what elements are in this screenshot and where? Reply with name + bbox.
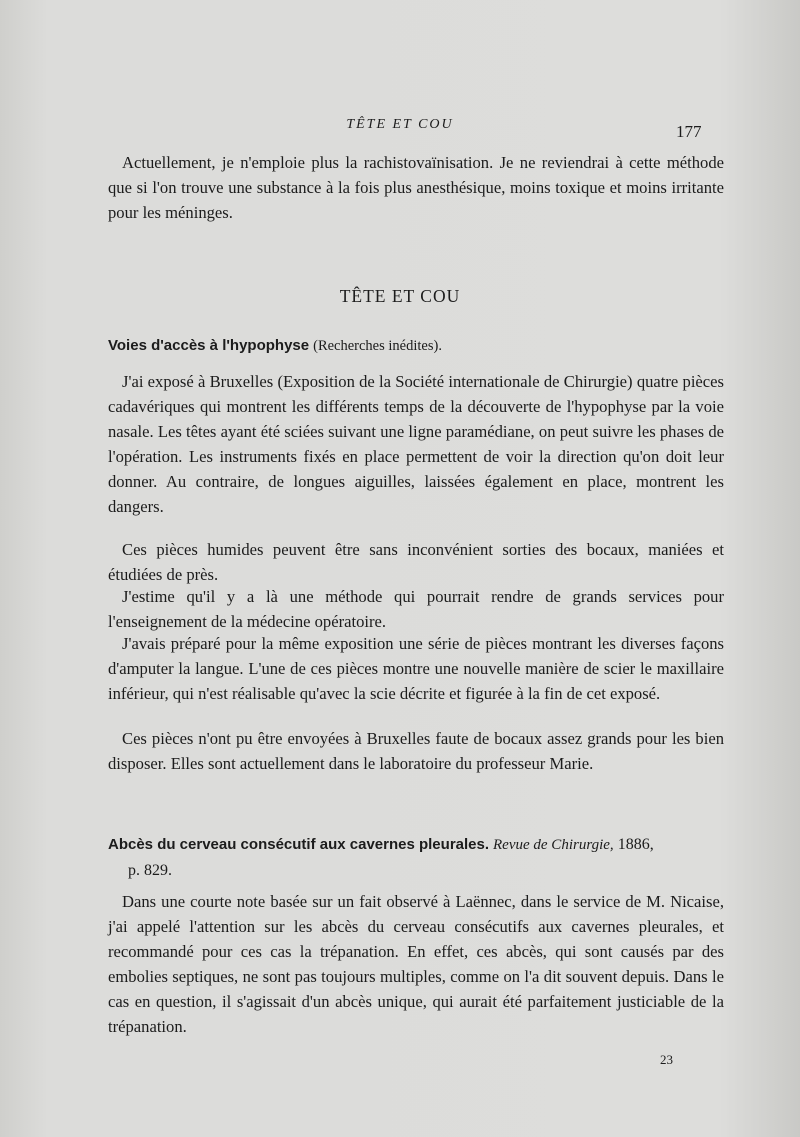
paragraph: Ces pièces n'ont pu être envoyées à Bruxelles faute de bocaux assez grands pour les bien disposer. Elles sont actuellement dans le laboratoire du professeur Marie.: [108, 729, 724, 773]
paragraph: Dans une courte note basée sur un fait observé à Laënnec, dans le service de M. Nicaise, j'ai appelé l'attention sur les abcès du cerveau consécutifs aux cavernes pleurales, et recommandé pour ces cas la trépanation. En effet, ces abcès, qui sont causés par des embolies septiques, ne sont pas toujours multiples, comme on l'a dit souvent depuis. Dans le cas en question, il s'agissait d'un abcès unique, qui aurait été parfaitement justiciable de la trépanation.: [108, 892, 724, 1036]
journal-pages: p. 829.: [128, 862, 172, 879]
paragraph: Ces pièces humides peuvent être sans inconvénient sorties des bocaux, maniées et étudiées de près.: [108, 540, 724, 584]
page-number: 177: [676, 122, 702, 141]
running-head: TÊTE ET COU: [346, 117, 454, 132]
section-title: TÊTE ET COU: [339, 286, 461, 306]
intro-paragraph: Actuellement, je n'emploie plus la rachistovaïnisation. Je ne reviendrai à cette méthode que si l'on trouve une substance à la fois plus anesthésique, moins toxique et moins irritante pour les méninges.: [108, 153, 724, 222]
journal-year: 1886,: [617, 836, 654, 853]
signature-mark: 23: [660, 1052, 673, 1067]
entry-note: (Recherches inédites).: [313, 338, 442, 354]
entry-title: Abcès du cerveau consécutif aux cavernes pleurales.: [108, 836, 490, 853]
entry-heading-hypophyse: [108, 333, 724, 359]
entry-title: Voies d'accès à l'hypophyse: [108, 337, 310, 354]
paragraph: J'ai exposé à Bruxelles (Exposition de la Société internationale de Chirurgie) quatre pièces cadavériques qui montrent les différents temps de la découverte de l'hypophyse par la voie nasale. Les têtes ayant été sciées suivant une ligne paramédiane, on peut suivre les phases de l'opération. Les instruments fixés en place permettent de voir la direction qu'on doit leur donner. Au contraire, de longues aiguilles, laissées également en place, montrent les dangers.: [108, 372, 724, 516]
paragraph: J'estime qu'il y a là une méthode qui pourrait rendre de grands services pour l'enseignement de la médecine opératoire.: [108, 587, 724, 631]
entry-heading-abces: [108, 832, 724, 883]
journal-name: Revue de Chirurgie,: [493, 837, 614, 853]
paragraph: J'avais préparé pour la même exposition une série de pièces montrant les diverses façons d'amputer la langue. L'une de ces pièces montre une nouvelle manière de scier le maxillaire inférieur, qui n'est réalisable qu'avec la scie décrite et figurée à la fin de cet exposé.: [108, 634, 724, 703]
